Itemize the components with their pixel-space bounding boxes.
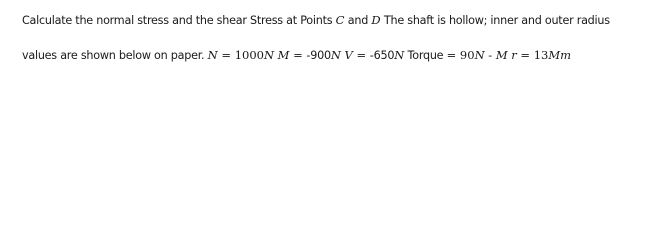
point-d-variable: D [371,13,381,27]
torque-unit: N [474,48,485,62]
mr-value: 13 [533,48,549,62]
moment-equals: = [289,48,307,62]
mr-equals: = [516,48,534,62]
torque-label: Torque [404,49,447,62]
moment-symbol: M [274,48,290,62]
shear-force-unit: N [394,48,405,62]
shear-force-value: -650 [369,49,395,62]
line1-and: and [344,14,372,27]
shear-force-equals: = [352,48,370,62]
moment-unit: N [330,48,341,62]
line2-intro: values are shown below on paper. [22,49,208,62]
moment-value: -900 [306,49,331,62]
line1-text-before: Calculate the normal stress and the shear Stress at Points [22,14,336,27]
problem-line-2 [22,45,662,66]
problem-statement [22,10,662,66]
separator-dash: - [484,48,496,62]
normal-force-symbol: N [207,48,218,62]
normal-force-equals: = [217,48,235,62]
normal-force-unit: N [263,48,275,62]
point-c-variable: C [335,13,345,27]
mr-unit: Mm [548,48,572,62]
torque-value: 90 [459,48,475,62]
problem-line-1 [22,10,662,31]
line1-text-after: The shaft is hollow; inner and outer radius [380,14,610,27]
normal-force-value: 1000 [234,48,264,62]
shear-force-symbol: V [340,48,353,62]
mr-symbol: M r [495,48,517,62]
torque-equals: = [446,48,460,62]
